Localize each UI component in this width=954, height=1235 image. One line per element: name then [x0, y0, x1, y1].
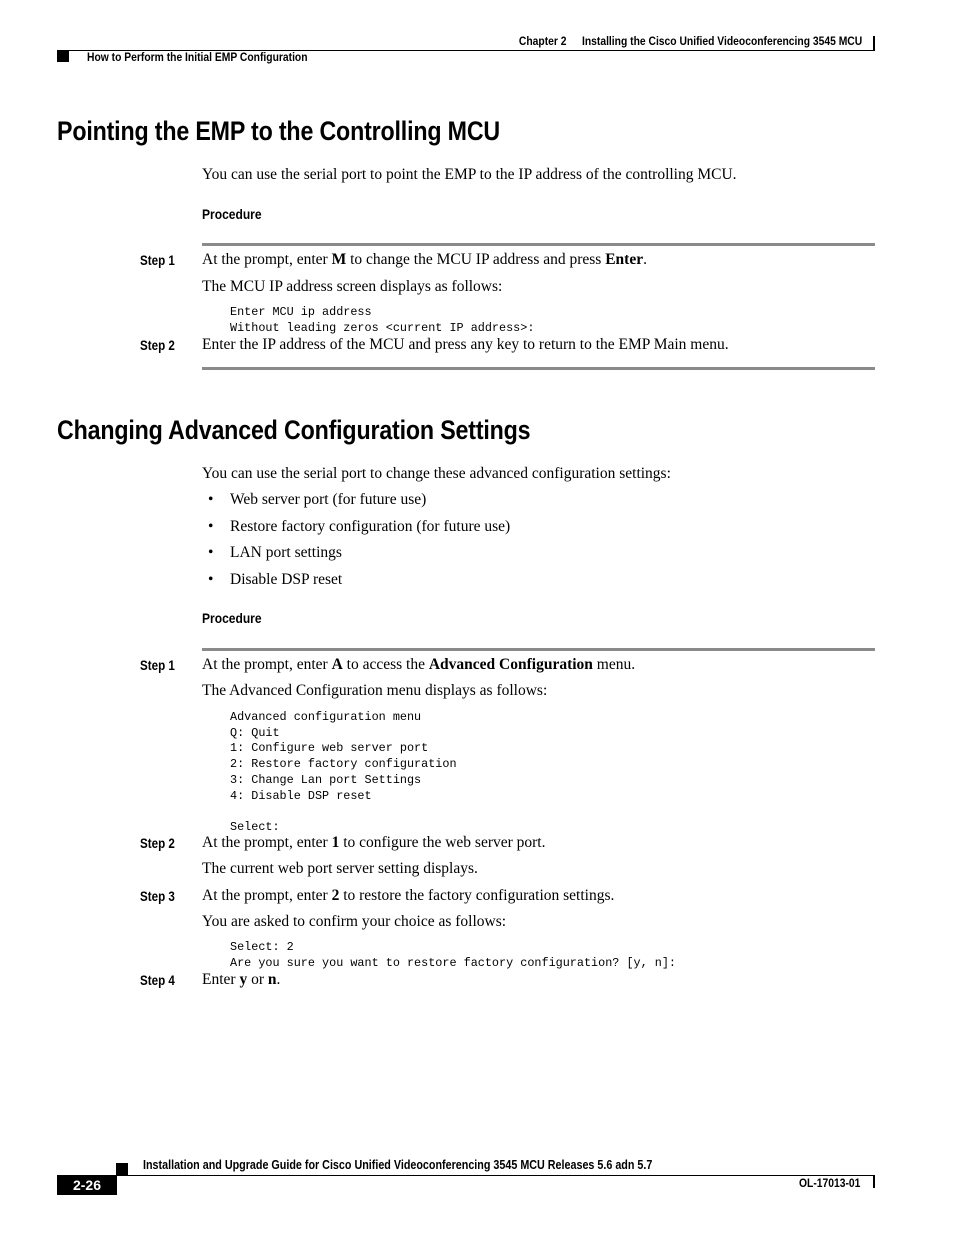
key-n: n	[267, 971, 277, 988]
s2-step1-text: At the prompt, enter A to access the Advanced Configuration menu.	[202, 656, 636, 673]
s1-step1-code	[230, 305, 534, 336]
key-y: y	[239, 971, 248, 988]
s1-step1-label: Step 1	[140, 253, 175, 268]
code-line: 2: Restore factory configuration	[230, 757, 457, 772]
code-line: 4: Disable DSP reset	[230, 788, 372, 803]
chapter-number: Chapter 2	[518, 34, 567, 48]
running-header-chapter	[519, 34, 862, 48]
header-tick	[873, 36, 875, 50]
footer-rule	[116, 1175, 875, 1176]
s1-step2-text: Enter the IP address of the MCU and press any key to return to the EMP Main menu.	[202, 336, 729, 353]
s2-step2-text: At the prompt, enter 1 to configure the web server port.	[202, 834, 546, 851]
section1-intro: You can use the serial port to point the EMP to the IP address of the controlling MCU.	[202, 166, 737, 183]
bullet-dot: •	[208, 571, 214, 588]
section2-intro: You can use the serial port to change these advanced configuration settings:	[202, 465, 671, 482]
s2-step2-label: Step 2	[140, 836, 175, 851]
chapter-title: Installing the Cisco Unified Videoconferencing 3545 MCU	[581, 34, 862, 48]
s2-step1-code	[230, 710, 457, 836]
s1-step1-note: The MCU IP address screen displays as follows:	[202, 278, 503, 295]
code-line: Select:	[230, 819, 280, 834]
key-enter: Enter	[605, 251, 644, 268]
s2-step3-code	[230, 940, 676, 971]
s2-step1-note: The Advanced Configuration menu displays as follows:	[202, 682, 548, 699]
code-line: Q: Quit	[230, 725, 280, 740]
s2-step3-label: Step 3	[140, 889, 175, 904]
code-line: Without leading zeros <current IP address>:	[230, 320, 535, 335]
s1-step2-label: Step 2	[140, 338, 175, 353]
code-line: Select: 2	[230, 940, 294, 954]
running-header-section: How to Perform the Initial EMP Configuration	[87, 50, 308, 64]
code-line: Enter MCU ip address	[230, 305, 372, 319]
procedure-rule-top	[202, 648, 875, 651]
bullet-dot: •	[208, 518, 214, 535]
footer-tick	[873, 1176, 875, 1188]
bullet-item: Disable DSP reset	[230, 571, 343, 588]
page-number: 2-26	[72, 1177, 102, 1193]
s2-step3-text: At the prompt, enter 2 to restore the factory configuration settings.	[202, 887, 615, 904]
code-line: Are you sure you want to restore factory configuration? [y, n]:	[230, 955, 676, 970]
bullet-item: Web server port (for future use)	[230, 491, 427, 508]
code-line	[230, 804, 457, 820]
bullet-item: Restore factory configuration (for future use)	[230, 518, 511, 535]
procedure-rule-top	[202, 243, 875, 246]
section1-procedure-label: Procedure	[202, 206, 262, 222]
procedure-rule-bottom	[202, 367, 875, 370]
bullet-item: LAN port settings	[230, 544, 342, 561]
header-marker	[57, 51, 69, 62]
section2-procedure-label: Procedure	[202, 610, 262, 626]
menu-name: Advanced Configuration	[428, 656, 593, 673]
code-line: 1: Configure web server port	[230, 741, 429, 756]
s2-step2-note: The current web port server setting displays.	[202, 860, 478, 877]
key-m: M	[331, 251, 347, 268]
key-1: 1	[331, 834, 340, 851]
doc-number: OL-17013-01	[798, 1176, 860, 1190]
key-2: 2	[331, 887, 340, 904]
s2-step3-note: You are asked to confirm your choice as follows:	[202, 913, 507, 930]
s2-step4-text: Enter y or n.	[202, 971, 281, 988]
bullet-dot: •	[208, 491, 214, 508]
s2-step1-label: Step 1	[140, 658, 175, 673]
section-heading-pointing-emp: Pointing the EMP to the Controlling MCU	[57, 116, 501, 146]
code-line: 3: Change Lan port Settings	[230, 772, 422, 787]
s1-step1-text: At the prompt, enter M to change the MCU IP address and press Enter.	[202, 251, 647, 268]
key-a: A	[331, 656, 343, 673]
code-line: Advanced configuration menu	[230, 710, 422, 724]
footer-doc-title: Installation and Upgrade Guide for Cisco Unified Videoconferencing 3545 MCU Releases 5.6 adn 5.7	[143, 1158, 653, 1172]
footer-marker	[116, 1163, 128, 1175]
section-heading-advanced-config: Changing Advanced Configuration Settings	[57, 415, 531, 445]
s2-step4-label: Step 4	[140, 973, 175, 988]
bullet-dot: •	[208, 544, 214, 561]
